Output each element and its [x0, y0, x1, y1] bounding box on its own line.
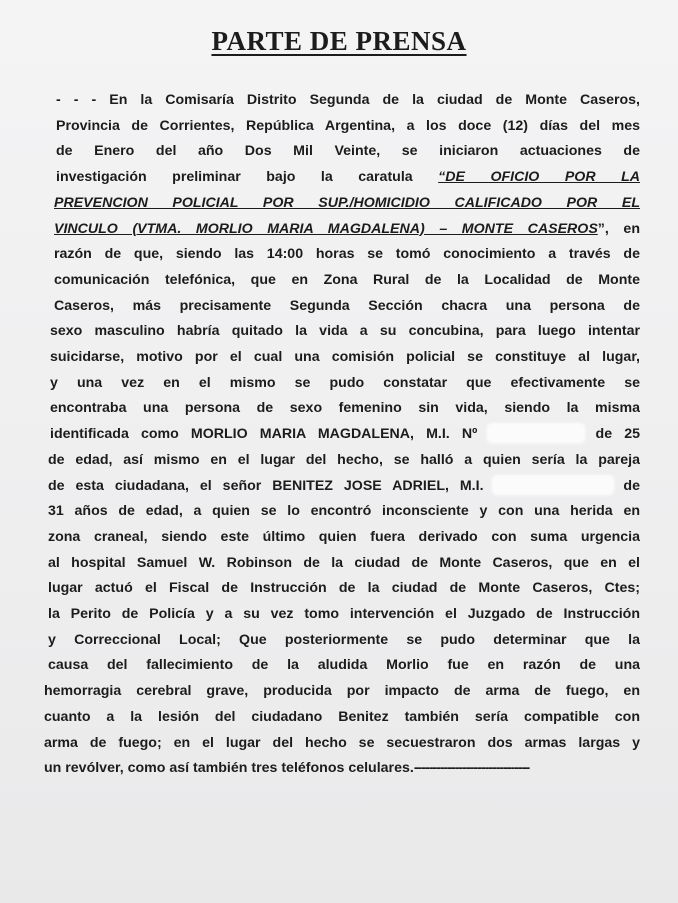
case-caption: PREVENCION POLICIAL POR SUP./HOMICIDIO CALIFICADO POR EL [54, 194, 640, 211]
line-text: un revólver, como así también tres teléfonos celulares. [44, 760, 414, 777]
line-text: 31 años de edad, a quien se lo encontró inconsciente y con una herida en [48, 503, 640, 520]
body-line [44, 217, 640, 243]
body-line [44, 268, 640, 294]
line-text: - - - En la Comisaría Distrito Segunda de la ciudad de Monte Caseros, [56, 92, 640, 108]
line-text: arma de fuego; en el lugar del hecho se secuestraron dos armas largas y [44, 734, 640, 751]
line-text: la Perito de Policía y a su vez tomo intervención el Juzgado de Instrucción [48, 606, 640, 623]
line-text: investigación preliminar bajo la caratula [56, 169, 413, 186]
body-line [44, 396, 640, 422]
body-line [44, 628, 640, 654]
line-text: Provincia de Corrientes, República Argentina, a los doce (12) días del mes [56, 117, 640, 134]
line-text: Caseros, más precisamente Segunda Sección chacra una persona de [54, 297, 640, 314]
body-line [44, 294, 640, 320]
body-line [44, 499, 640, 525]
body-line [44, 679, 640, 705]
line-text: de edad, así mismo en el lugar del hecho, se halló a quien sería la pareja [48, 451, 640, 468]
line-text: identificada como MORLIO MARIA MAGDALENA, M.I. Nº [50, 426, 478, 443]
document-body [44, 88, 640, 782]
line-text: cuanto a la lesión del ciudadano Benitez también sería compatible con [44, 708, 640, 725]
case-caption: VINCULO (VTMA. MORLIO MARIA MAGDALENA) – MONTE CASEROS [54, 220, 598, 237]
line-text: al hospital Samuel W. Robinson de la ciudad de Monte Caseros, que en el [48, 554, 640, 571]
line-trailing-text: ”, en [597, 220, 640, 237]
body-line [44, 474, 640, 500]
body-line [44, 653, 640, 679]
line-trailing-text: de [623, 477, 640, 494]
line-text: de Enero del año Dos Mil Veinte, se iniciaron actuaciones de [56, 143, 640, 160]
body-line [44, 88, 640, 114]
line-text: y una vez en el mismo se pudo constatar que efectivamente se [50, 374, 640, 391]
document-title: PARTE DE PRENSA [211, 26, 467, 56]
redacted-id-number [489, 425, 583, 441]
body-line [44, 576, 640, 602]
line-text: razón de que, siendo las 14:00 horas se tomó conocimiento a través de [54, 246, 640, 263]
body-line [44, 345, 640, 371]
line-text: causa del fallecimiento de la aludida Morlio fue en razón de una [48, 657, 640, 674]
body-line [44, 448, 640, 474]
line-text: suicidarse, motivo por el cual una comisión policial se constituye al lugar, [50, 349, 640, 366]
body-line [44, 422, 640, 448]
body-line [44, 371, 640, 397]
line-text: lugar actuó el Fiscal de Instrucción de la ciudad de Monte Caseros, Ctes; [48, 580, 640, 597]
body-line [44, 551, 640, 577]
redacted-id-number [494, 477, 612, 493]
body-line [44, 191, 640, 217]
line-text: encontraba una persona de sexo femenino sin vida, siendo la misma [50, 400, 640, 417]
body-line [44, 756, 640, 782]
body-line [44, 705, 640, 731]
body-line [44, 242, 640, 268]
body-line [44, 525, 640, 551]
closing-dashes: ------------------------------- [413, 760, 530, 777]
body-line [44, 165, 640, 191]
line-text: comunicación telefónica, que en Zona Rural de la Localidad de Monte [54, 271, 640, 288]
body-line [44, 139, 640, 165]
line-text: zona craneal, siendo este último quien fuera derivado con suma urgencia [48, 528, 640, 545]
line-text: de esta ciudadana, el señor BENITEZ JOSE ADRIEL, M.I. [48, 477, 484, 494]
body-line [44, 602, 640, 628]
body-line [44, 319, 640, 345]
case-caption: “DE OFICIO POR LA [438, 169, 640, 186]
body-line [44, 731, 640, 757]
line-text: hemorragia cerebral grave, producida por impacto de arma de fuego, en [44, 683, 640, 700]
body-line [44, 114, 640, 140]
line-trailing-text: de 25 [595, 426, 640, 443]
line-text: y Correccional Local; Que posteriormente se pudo determinar que la [48, 631, 640, 648]
line-text: sexo masculino habría quitado la vida a su concubina, para luego intentar [50, 323, 640, 340]
